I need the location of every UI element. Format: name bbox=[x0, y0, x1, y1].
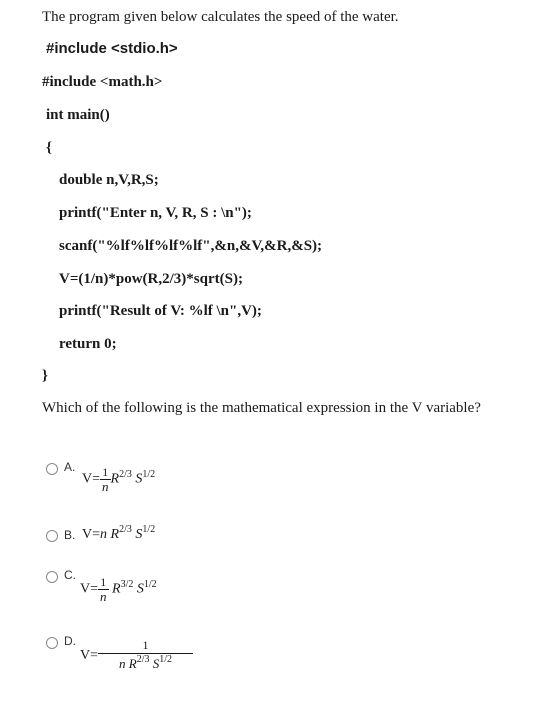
option-b-s-exponent: 1/2 bbox=[142, 524, 156, 535]
option-c-s-exponent: 1/2 bbox=[143, 578, 157, 590]
question-intro: The program given below calculates the speed of the water. bbox=[42, 9, 399, 25]
option-a-expression bbox=[82, 465, 155, 494]
option-b-lhs: V= bbox=[82, 527, 101, 542]
option-d-s-exponent: 1/2 bbox=[159, 654, 173, 665]
option-c-s: S bbox=[136, 581, 144, 597]
option-d-expression bbox=[80, 637, 193, 674]
code-line-calc: V=(1/n)*pow(R,2/3)*sqrt(S); bbox=[59, 271, 243, 287]
code-open-brace: { bbox=[46, 140, 52, 156]
option-c-r: R bbox=[112, 581, 121, 597]
option-a-radio[interactable] bbox=[46, 463, 58, 475]
option-c-denominator: n bbox=[100, 589, 107, 604]
option-d[interactable] bbox=[46, 631, 246, 685]
option-d-numerator: 1 bbox=[142, 638, 149, 652]
code-line-scanf: scanf("%lf%lf%lf%lf",&n,&V,&R,&S); bbox=[59, 238, 323, 254]
code-include-math: #include <math.h> bbox=[42, 74, 163, 90]
code-include-stdio: #include <stdio.h> bbox=[46, 40, 178, 57]
option-d-r-exponent: 2/3 bbox=[136, 654, 150, 665]
code-line-decl: double n,V,R,S; bbox=[59, 172, 159, 188]
option-b-expression bbox=[82, 524, 156, 543]
option-c-numerator: 1 bbox=[100, 575, 107, 589]
option-d-label: D. bbox=[64, 634, 76, 648]
code-close-brace: } bbox=[42, 368, 48, 384]
option-d-s: S bbox=[152, 656, 160, 671]
option-c-label: C. bbox=[64, 568, 76, 582]
code-main: int main() bbox=[46, 107, 110, 123]
option-b-s: S bbox=[135, 527, 143, 542]
option-b-n: n bbox=[100, 527, 108, 542]
option-a[interactable] bbox=[46, 457, 246, 507]
option-d-radio[interactable] bbox=[46, 637, 58, 649]
option-c-expression bbox=[80, 575, 157, 604]
option-a-r: R bbox=[110, 471, 120, 487]
option-c-r-exponent: 3/2 bbox=[120, 578, 134, 590]
option-d-n: n bbox=[119, 656, 126, 671]
option-a-fraction bbox=[100, 465, 111, 494]
code-line-printf2: printf("Result of V: %lf \n",V); bbox=[59, 303, 262, 319]
option-a-r-exponent: 2/3 bbox=[119, 468, 132, 480]
question-text: Which of the following is the mathematical expression in the V variable? bbox=[42, 400, 481, 416]
option-d-fraction bbox=[98, 637, 193, 674]
option-b-radio[interactable] bbox=[46, 530, 58, 542]
option-b-r: R bbox=[110, 527, 120, 542]
option-c[interactable] bbox=[46, 566, 246, 616]
option-a-s-exponent: 1/2 bbox=[142, 468, 156, 480]
option-a-label: A. bbox=[64, 460, 76, 474]
option-b-label: B. bbox=[64, 528, 76, 542]
option-a-denominator: n bbox=[102, 479, 109, 494]
option-c-fraction bbox=[98, 575, 109, 604]
code-line-printf1: printf("Enter n, V, R, S : \n"); bbox=[59, 205, 252, 221]
option-d-lhs: V= bbox=[80, 647, 99, 663]
option-a-s: S bbox=[135, 471, 143, 487]
option-b[interactable] bbox=[46, 526, 246, 550]
code-line-return: return 0; bbox=[59, 336, 117, 352]
option-b-r-exponent: 2/3 bbox=[119, 524, 132, 535]
option-d-r: R bbox=[128, 656, 137, 671]
option-a-lhs: V= bbox=[82, 471, 101, 487]
option-a-numerator: 1 bbox=[102, 465, 109, 479]
option-c-radio[interactable] bbox=[46, 571, 58, 583]
option-c-lhs: V= bbox=[80, 581, 99, 597]
option-d-denominator bbox=[117, 654, 174, 674]
